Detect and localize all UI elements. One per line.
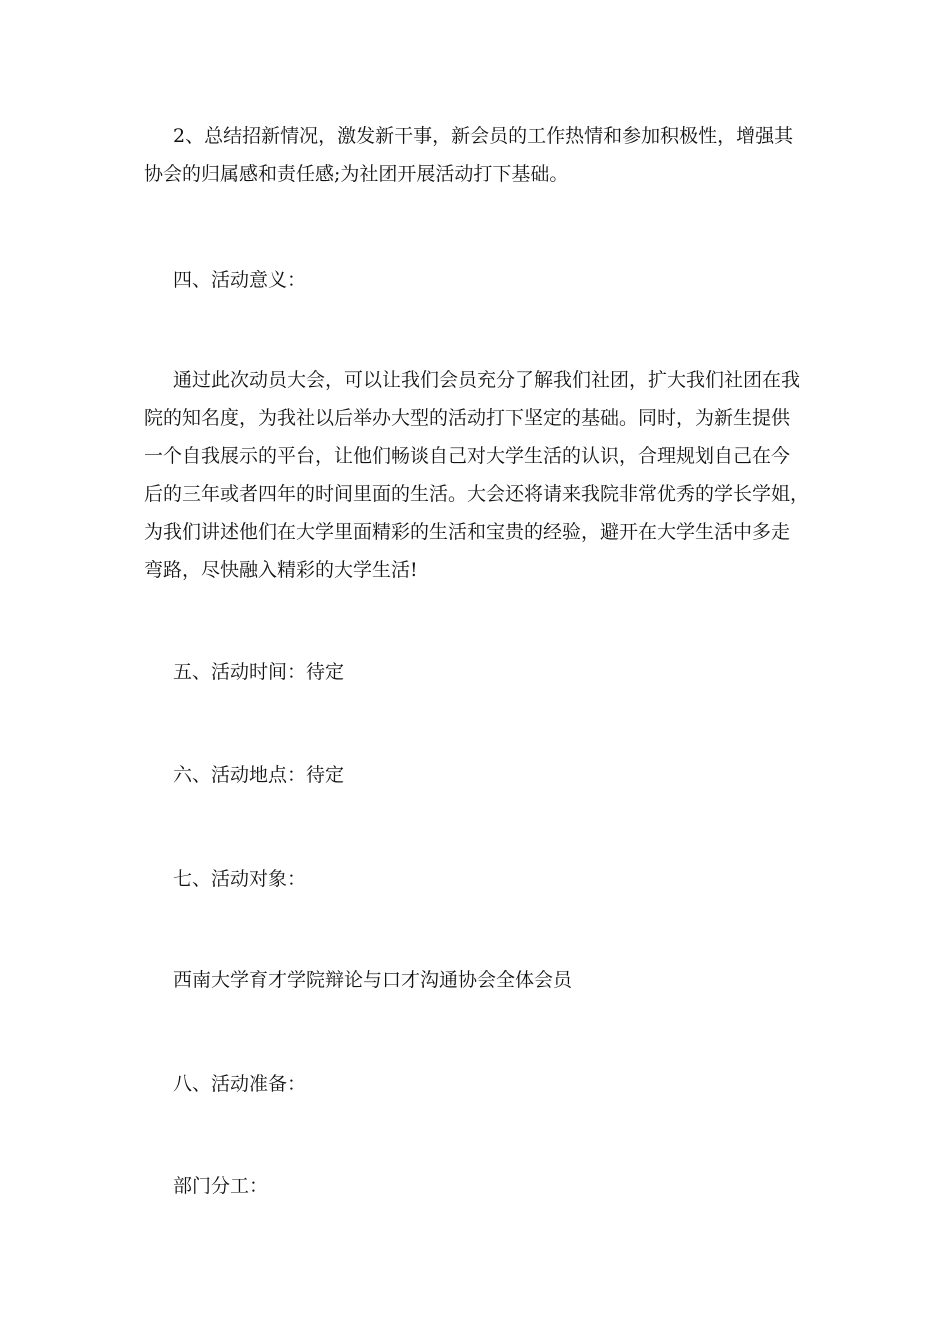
section-heading-significance: 四、活动意义： <box>173 269 307 291</box>
section-heading-audience: 七、活动对象： <box>173 868 307 890</box>
audience-text: 西南大学育才学院辩论与口才沟通协会全体会员 <box>173 969 573 991</box>
paragraph-summary <box>144 117 813 193</box>
paragraph-line: 2、总结招新情况，激发新干事，新会员的工作热情和参加积极性，增强其 <box>173 125 794 147</box>
section-heading-location: 六、活动地点：待定 <box>173 764 345 786</box>
section-heading-time: 五、活动时间：待定 <box>173 661 345 683</box>
paragraph-line: 弯路，尽快融入精彩的大学生活! <box>144 559 418 581</box>
paragraph-line: 通过此次动员大会，可以让我们会员充分了解我们社团，扩大我们社团在我 <box>173 369 801 391</box>
paragraph-line: 为我们讲述他们在大学里面精彩的生活和宝贵的经验，避开在大学生活中多走 <box>144 521 791 543</box>
paragraph-line: 一个自我展示的平台，让他们畅谈自己对大学生活的认识，合理规划自己在今 <box>144 445 791 467</box>
paragraph-line: 院的知名度，为我社以后举办大型的活动打下坚定的基础。同时，为新生提供 <box>144 407 791 429</box>
division-label: 部门分工： <box>173 1175 269 1197</box>
paragraph-line: 后的三年或者四年的时间里面的生活。大会还将请来我院非常优秀的学长学姐， <box>144 483 810 505</box>
paragraph-line: 协会的归属感和责任感;为社团开展活动打下基础。 <box>144 163 569 185</box>
paragraph-significance <box>144 361 813 589</box>
section-heading-preparation: 八、活动准备： <box>173 1073 307 1095</box>
